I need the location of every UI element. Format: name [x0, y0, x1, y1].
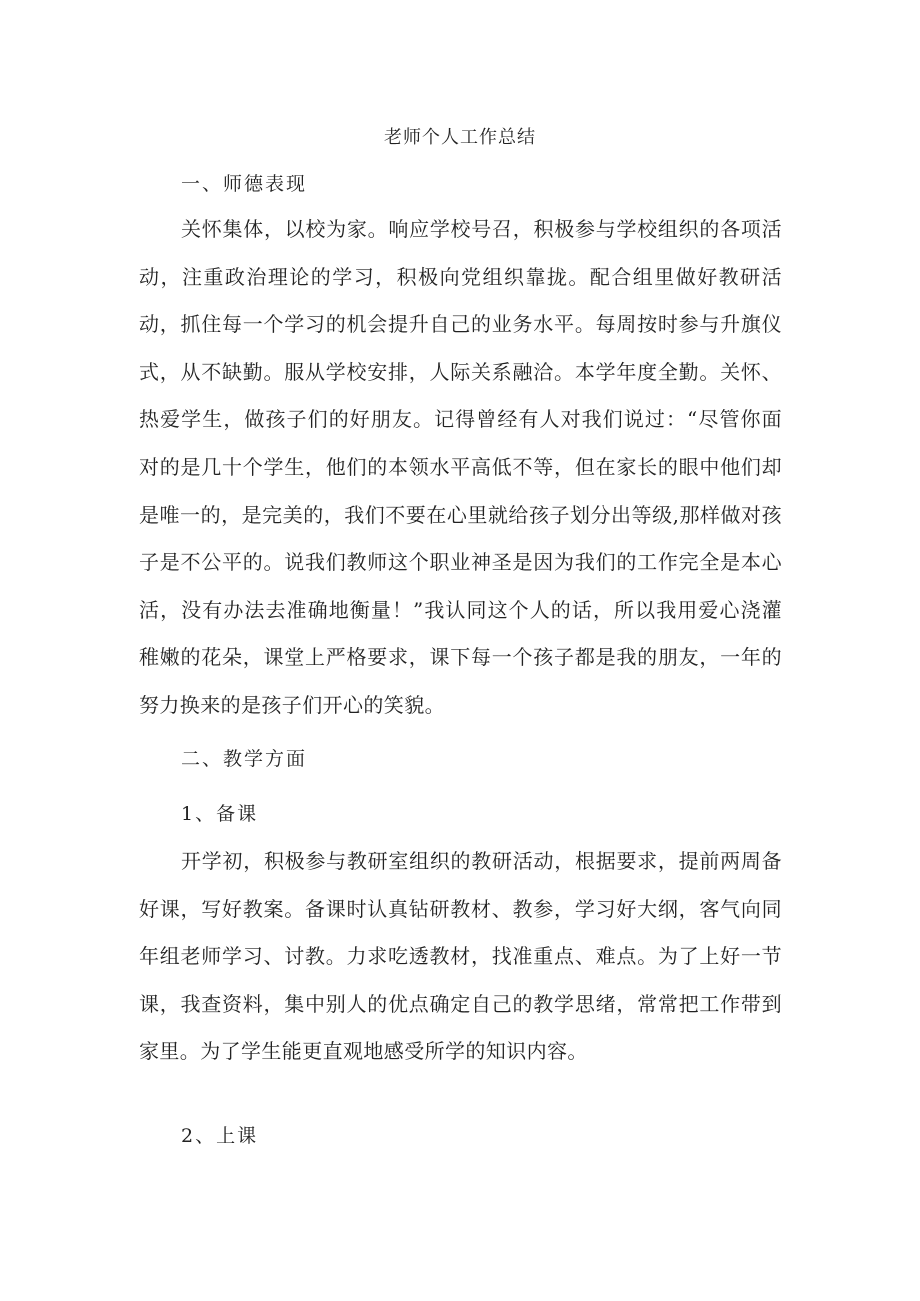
section-heading-teaching: 二、教学方面: [181, 748, 308, 770]
section-heading-ethics: 一、师德表现: [181, 173, 308, 195]
paragraph-lesson-prep: 开学初，积极参与教研室组织的教研活动，根据要求，提前两周备好课，写好教案。备课时认真钻研教材、教参，学习好大纲，客气向同年组老师学习、讨教。力求吃透教材，找准重点、难点。为了上好一节课，我查资料，集中别人的优点确定自己的教学思绪，常常把工作带到家里。为了学生能更直观地感受所学的知识内容。: [139, 849, 782, 1064]
paragraph-ethics: 关怀集体，以校为家。响应学校号召，积极参与学校组织的各项活动，注重政治理论的学习，积极向党组织靠拢。配合组里做好教研活动，抓住每一个学习的机会提升自己的业务水平。每周按时参与升旗仪式，从不缺勤。服从学校安排，人际关系融洽。本学年度全勤。关怀、热爱学生，做孩子们的好朋友。记得曾经有人对我们说过：“尽管你面对的是几十个学生，他们的本领水平高低不等，但在家长的眼中他们却是唯一的，是完美的，我们不要在心里就给孩子划分出等级,那样做对孩子是不公平的。说我们教师这个职业神圣是因为我们的工作完全是本心活，没有办法去准确地衡量！”我认同这个人的话，所以我用爱心浇灌稚嫩的花朵，课堂上严格要求，课下每一个孩子都是我的朋友，一年的努力换来的是孩子们开心的笑貌。: [139, 217, 782, 717]
subheading-class: 2、上课: [181, 1125, 259, 1147]
document-title: 老师个人工作总结: [384, 127, 536, 148]
subheading-lesson-prep: 1、备课: [181, 803, 259, 825]
